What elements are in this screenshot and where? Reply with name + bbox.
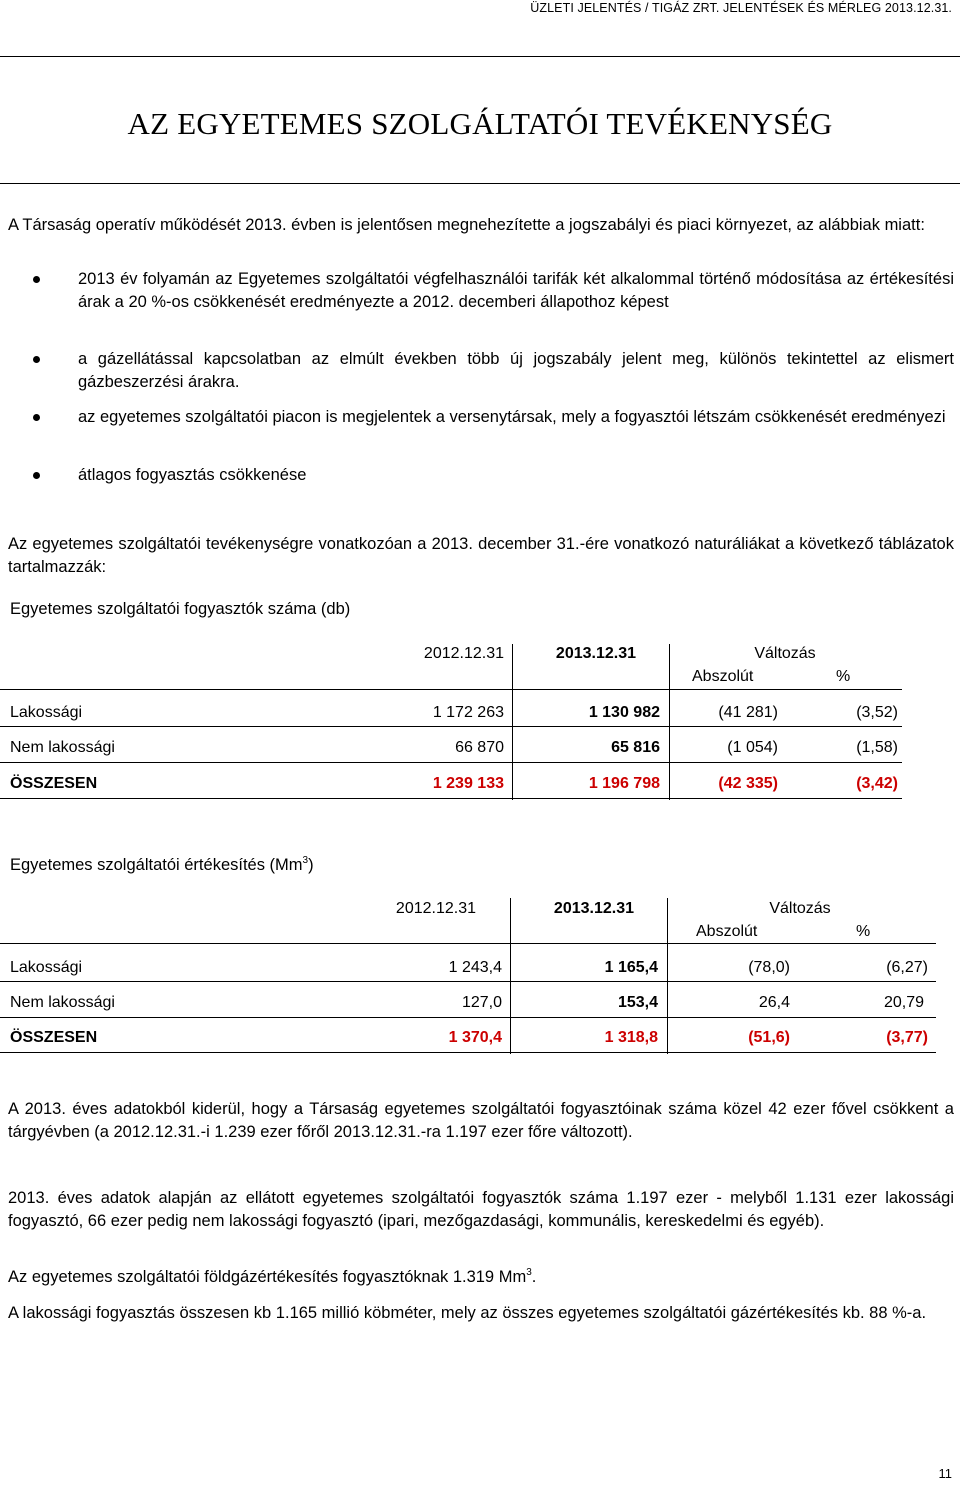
header-percent: % xyxy=(836,668,851,685)
row-label: Lakossági xyxy=(10,959,83,976)
total-pct: (3,42) xyxy=(856,775,898,792)
naturals-intro: Az egyetemes szolgáltatói tevékenységre vonatkozóan a 2013. december 31.-ére vonatkozó naturáliákat a következő táblázatok tartalmazzák: xyxy=(8,535,954,576)
sales-line-text: Az egyetemes szolgáltatói földgázértékesítés fogyasztóknak 1.319 Mm xyxy=(8,1268,527,1286)
intro-paragraph: A Társaság operatív működését 2013. évben is jelentősen megnehezítette a jogszabályi és piaci környezet, az alábbiak miatt: xyxy=(8,216,925,234)
total-abs: (51,6) xyxy=(748,1029,790,1046)
value-pct: (1,58) xyxy=(856,739,898,756)
bullet-text: átlagos fogyasztás csökkenése xyxy=(78,466,307,484)
total-2013: 1 318,8 xyxy=(604,1029,658,1046)
table-rule xyxy=(0,981,936,982)
closing-paragraph: A lakossági fogyasztás összesen kb 1.165 millió köbméter, mely az összes egyetemes szolgáltatói gázértékesítés kb. 88 %-a. xyxy=(8,1304,927,1322)
table2-caption-end: ) xyxy=(308,856,314,874)
running-header: ÜZLETI JELENTÉS / TIGÁZ ZRT. JELENTÉSEK ÉS MÉRLEG 2013.12.31. xyxy=(530,1,952,15)
row-label-total: ÖSSZESEN xyxy=(10,775,98,792)
value-2012: 66 870 xyxy=(455,739,504,756)
bullet-text: az egyetemes szolgáltatói piacon is megjelentek a versenytársak, mely a fogyasztói létszám csökkenését eredményezi xyxy=(78,408,946,426)
row-label: Lakossági xyxy=(10,704,83,721)
header-change: Változás xyxy=(754,645,816,662)
value-pct: (6,27) xyxy=(886,959,928,976)
value-2013: 1 130 982 xyxy=(588,704,660,721)
table1-caption: Egyetemes szolgáltatói fogyasztók száma (db) xyxy=(10,600,351,618)
bullet-dot-icon xyxy=(33,276,40,283)
value-abs: 26,4 xyxy=(758,994,790,1011)
title-top-rule xyxy=(0,56,960,57)
bullet-dot-icon xyxy=(33,356,40,363)
header-2012: 2012.12.31 xyxy=(395,900,476,917)
total-2012: 1 370,4 xyxy=(448,1029,502,1046)
table2-caption-text: Egyetemes szolgáltatói értékesítés (Mm xyxy=(10,856,303,874)
sales-line xyxy=(8,1266,954,1289)
column-divider xyxy=(510,898,511,1054)
table2-caption xyxy=(10,856,314,875)
sales-line-sup: 3 xyxy=(526,1267,532,1278)
bullet-text: a gázellátással kapcsolatban az elmúlt években több új jogszabály jelent meg, különös tekintettel az elismert gázbeszerzési árakra. xyxy=(78,350,954,391)
column-divider xyxy=(512,644,513,800)
column-divider xyxy=(669,644,670,800)
title-bottom-rule xyxy=(0,183,960,184)
table2-caption-sup: 3 xyxy=(302,855,309,866)
value-2013: 65 816 xyxy=(611,739,660,756)
value-2012: 127,0 xyxy=(461,994,502,1011)
header-absolute: Abszolút xyxy=(696,923,758,940)
value-abs: (78,0) xyxy=(748,959,790,976)
row-label-total: ÖSSZESEN xyxy=(10,1029,98,1046)
total-pct: (3,77) xyxy=(886,1029,928,1046)
table-rule xyxy=(0,943,936,944)
table-rule xyxy=(0,1017,936,1018)
value-abs: (1 054) xyxy=(727,739,778,756)
table-rule xyxy=(0,1052,936,1053)
bullet-dot-icon xyxy=(33,414,40,421)
value-pct: (3,52) xyxy=(856,704,898,721)
header-2012: 2012.12.31 xyxy=(423,645,504,662)
value-2013: 153,4 xyxy=(617,994,658,1011)
table-rule xyxy=(0,798,902,799)
sales-line-end: . xyxy=(531,1268,537,1286)
summary-paragraph: 2013. éves adatok alapján az ellátott egyetemes szolgáltatói fogyasztók száma 1.197 ezer - melyből 1.131 ezer lakossági fogyasztó, 66 ezer pedig nem lakossági fogyasztó (ipari, mezőgazdasági, kommunális, kereskedelmi és egyéb). xyxy=(8,1189,954,1230)
row-label: Nem lakossági xyxy=(10,739,115,756)
header-absolute: Abszolút xyxy=(692,668,754,685)
bullet-dot-icon xyxy=(33,472,40,479)
value-abs: (41 281) xyxy=(718,704,778,721)
header-2013: 2013.12.31 xyxy=(553,900,634,917)
column-divider xyxy=(667,898,668,1054)
total-abs: (42 335) xyxy=(718,775,778,792)
header-change: Változás xyxy=(769,900,831,917)
value-2012: 1 172 263 xyxy=(432,704,504,721)
table-rule xyxy=(0,726,902,727)
value-2012: 1 243,4 xyxy=(448,959,502,976)
row-label: Nem lakossági xyxy=(10,994,115,1011)
summary-paragraph: A 2013. éves adatokból kiderül, hogy a Társaság egyetemes szolgáltatói fogyasztóinak száma közel 42 ezer fővel csökkent a tárgyévben (a 2012.12.31.-i 1.239 ezer főről 2013.12.31.-ra 1.197 ezer főre változott). xyxy=(8,1100,954,1141)
value-2013: 1 165,4 xyxy=(604,959,658,976)
header-percent: % xyxy=(856,923,871,940)
section-title: AZ EGYETEMES SZOLGÁLTATÓI TEVÉKENYSÉG xyxy=(127,106,833,141)
value-pct: 20,79 xyxy=(883,994,924,1011)
page-number: 11 xyxy=(938,1466,952,1481)
total-2013: 1 196 798 xyxy=(588,775,660,792)
total-2012: 1 239 133 xyxy=(432,775,504,792)
bullet-text: 2013 év folyamán az Egyetemes szolgáltatói végfelhasználói tarifák két alkalommal történő módosítása az értékesítési árak a 20 %-os csökkenését eredményezte a 2012. decemberi állapothoz képest xyxy=(78,270,954,311)
table-rule xyxy=(0,689,902,690)
table-rule xyxy=(0,762,902,763)
header-2013: 2013.12.31 xyxy=(555,645,636,662)
